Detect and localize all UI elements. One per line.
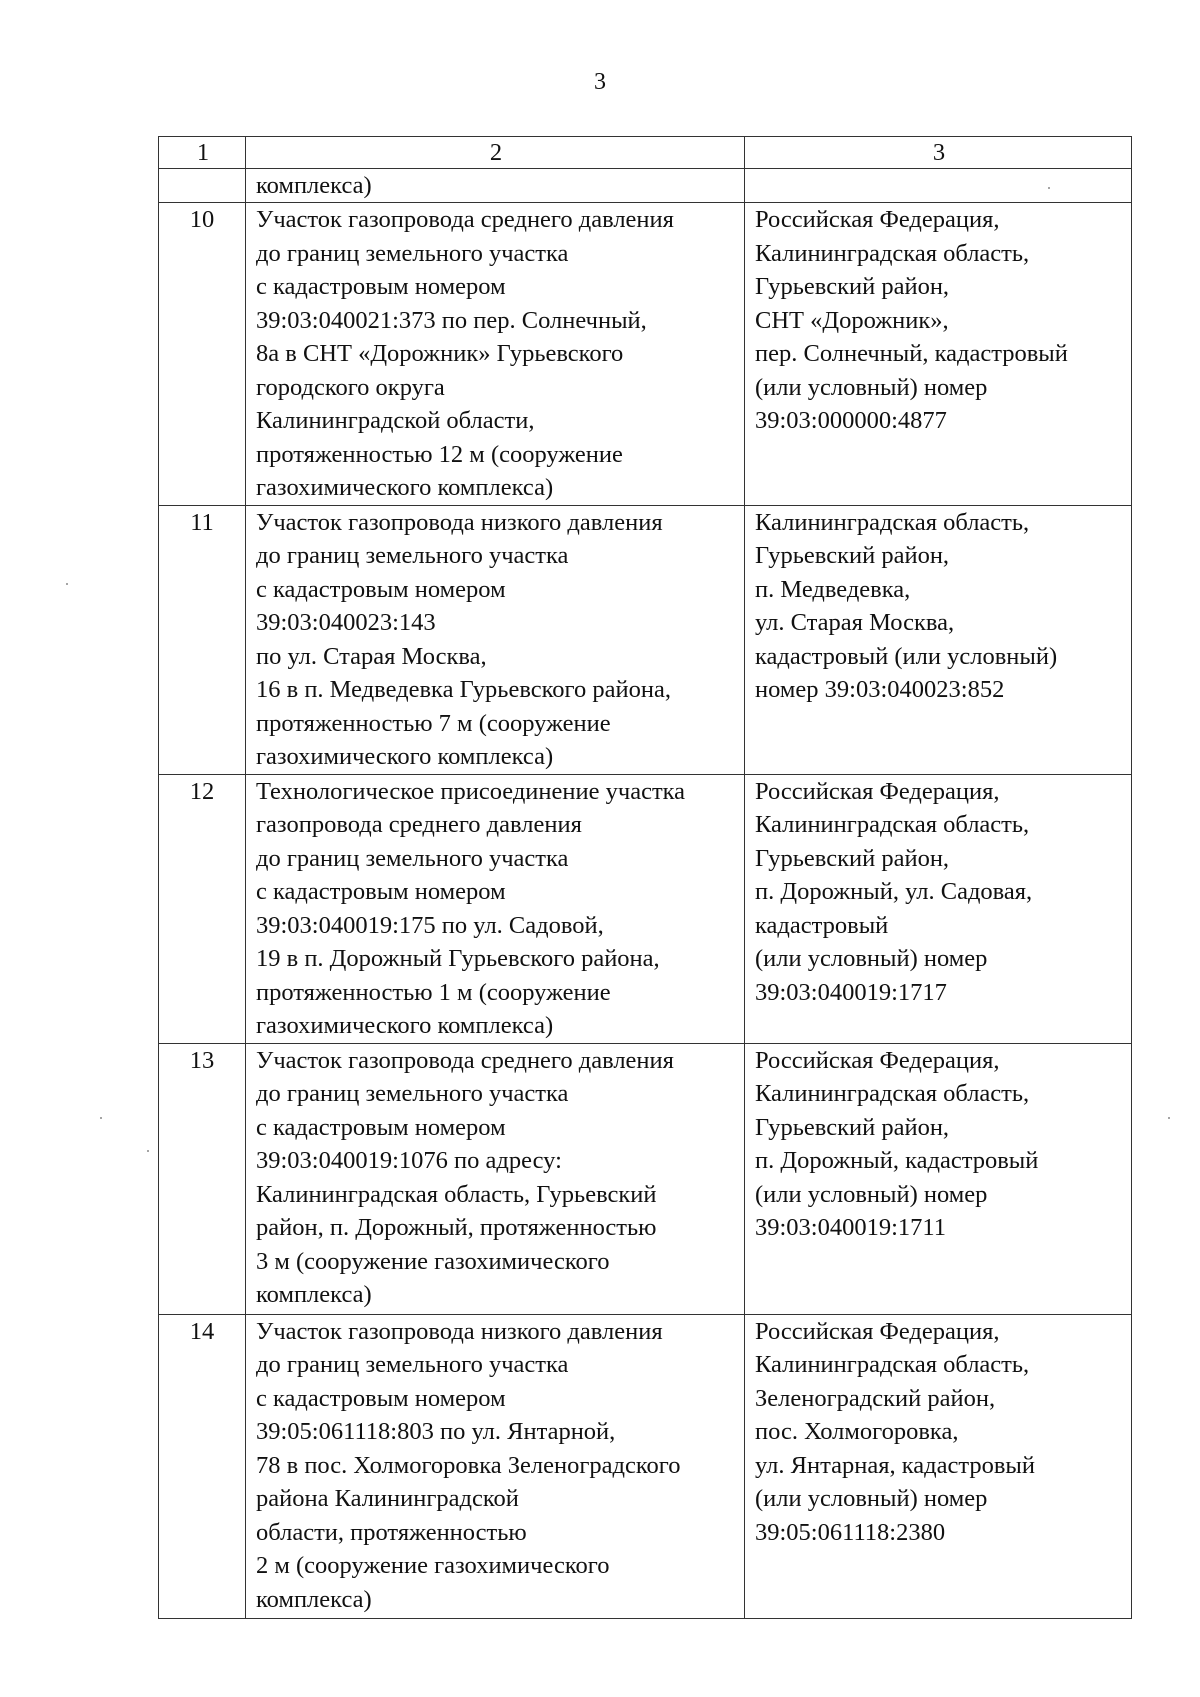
page-number: 3 bbox=[594, 69, 606, 95]
property-table bbox=[158, 136, 1132, 1619]
table-row bbox=[159, 1043, 1132, 1314]
table-row-continuation bbox=[159, 169, 1132, 203]
row-address-cell: Российская Федерация, Калининградская область, Зеленоградский район, пос. Холмогоровка, ул. Янтарная, кадастровый (или условный) номер 39:05:061118:2380 bbox=[745, 1314, 1132, 1618]
row-number-cell: 14 bbox=[159, 1314, 246, 1618]
row-number-cell: 13 bbox=[159, 1043, 246, 1314]
row-description-cell: Технологическое присоединение участка газопровода среднего давления до границ земельного участка с кадастровым номером 39:03:040019:175 по ул. Садовой, 19 в п. Дорожный Гурьевского района, протяженностью 1 м (сооружение газохимического комплекса) bbox=[246, 774, 745, 1043]
row-description-cell: Участок газопровода среднего давления до границ земельного участка с кадастровым номером 39:03:040019:1076 по адресу: Калининградская область, Гурьевский район, п. Дорожный, протяженностью 3 м (сооружение газохимического комплекса) bbox=[246, 1043, 745, 1314]
header-col-3: 3 bbox=[745, 137, 1132, 169]
table-row bbox=[159, 774, 1132, 1043]
scan-speck bbox=[147, 1150, 149, 1152]
row-description-cell: Участок газопровода среднего давления до границ земельного участка с кадастровым номером 39:03:040021:373 по пер. Солнечный, 8а в СНТ «Дорожник» Гурьевского городского округа Калининградской области, протяженностью 12 м (сооружение газохимического комплекса) bbox=[246, 203, 745, 506]
header-col-2: 2 bbox=[246, 137, 745, 169]
table-row bbox=[159, 203, 1132, 506]
scan-speck bbox=[1048, 187, 1050, 189]
scan-speck bbox=[1168, 1117, 1170, 1119]
row-number-cell: 12 bbox=[159, 774, 246, 1043]
row-address-cell: Российская Федерация, Калининградская область, Гурьевский район, п. Дорожный, кадастровый (или условный) номер 39:03:040019:1711 bbox=[745, 1043, 1132, 1314]
row-description-cell: Участок газопровода низкого давления до границ земельного участка с кадастровым номером 39:05:061118:803 по ул. Янтарной, 78 в пос. Холмогоровка Зеленоградского района Калининградской области, протяженностью 2 м (сооружение газохимического комплекса) bbox=[246, 1314, 745, 1618]
row-address-cell: Калининградская область, Гурьевский район, п. Медведевка, ул. Старая Москва, кадастровый (или условный) номер 39:03:040023:852 bbox=[745, 505, 1132, 774]
row-number-cell: 10 bbox=[159, 203, 246, 506]
row-number-cell: 11 bbox=[159, 505, 246, 774]
table-row bbox=[159, 1314, 1132, 1618]
header-col-1: 1 bbox=[159, 137, 246, 169]
row-address-cell: Российская Федерация, Калининградская область, Гурьевский район, п. Дорожный, ул. Садовая, кадастровый (или условный) номер 39:03:040019:1717 bbox=[745, 774, 1132, 1043]
row-description-cell: Участок газопровода низкого давления до границ земельного участка с кадастровым номером 39:03:040023:143 по ул. Старая Москва, 16 в п. Медведевка Гурьевского района, протяженностью 7 м (сооружение газохимического комплекса) bbox=[246, 505, 745, 774]
row-number-cell bbox=[159, 169, 246, 203]
row-description-cell: комплекса) bbox=[246, 169, 745, 203]
scan-speck bbox=[66, 583, 68, 585]
table-row bbox=[159, 505, 1132, 774]
row-address-cell: Российская Федерация, Калининградская область, Гурьевский район, СНТ «Дорожник», пер. Солнечный, кадастровый (или условный) номер 39:03:000000:4877 bbox=[745, 203, 1132, 506]
scan-speck bbox=[100, 1117, 102, 1119]
table-header-row bbox=[159, 137, 1132, 169]
row-address-cell bbox=[745, 169, 1132, 203]
